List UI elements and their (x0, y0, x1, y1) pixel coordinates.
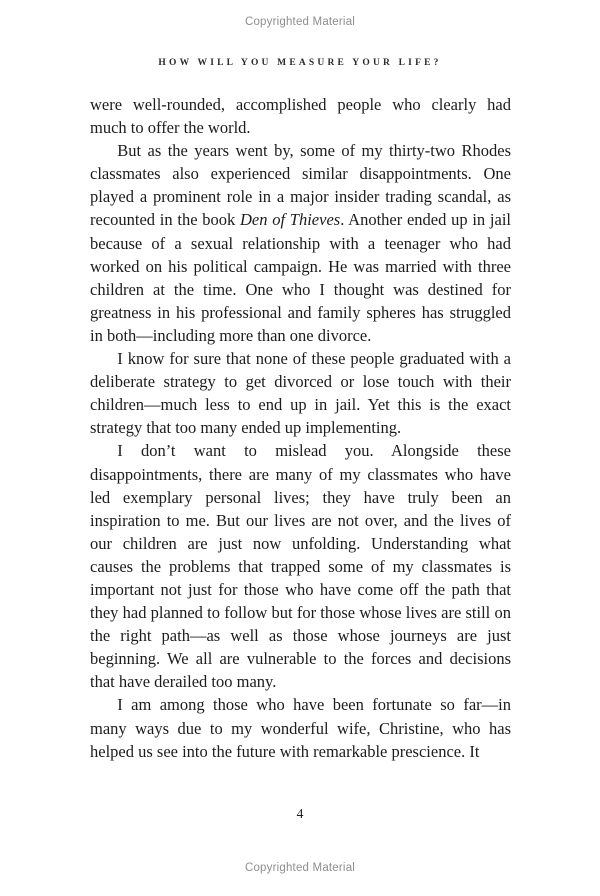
paragraph-text: But as the years went by, some of my thirty-two Rhodes classmates also experienced similar disappointments. One played a prominent role in a major insider trading scandal, as recounted in the book (90, 141, 511, 230)
paragraph-text: . Another ended up in jail because of a sexual relationship with a teenager who had worked on his political campaign. He was married with three children at the time. One who I thought was destined for greatness in his professional and family spheres has struggled in both—including more than one divorce. (90, 210, 511, 345)
paragraph (90, 439, 511, 693)
paragraph (90, 347, 511, 439)
paragraph-text: were well-rounded, accomplished people who clearly had much to offer the world. (90, 95, 511, 138)
paragraph (90, 93, 511, 139)
page-body (90, 93, 511, 763)
paragraph (90, 139, 511, 347)
paragraph-text: I don’t want to mislead you. Alongside these disappointments, there are many of my classmates who have led exemplary personal lives; they have truly been an inspiration to me. But our lives are not over, and the lives of our children are just now unfolding. Understanding what causes the problems that trapped some of my classmates is important not just for those who have come off the path that they had planned to follow but for those whose lives are still on the right path—as well as those whose journeys are just beginning. We all are vulnerable to the forces and decisions that have derailed too many. (90, 441, 511, 692)
book-title-italic: Den of Thieves (240, 210, 341, 230)
copyright-notice-bottom: Copyrighted Material (244, 862, 356, 874)
paragraph (90, 693, 511, 762)
paragraph-text: I am among those who have been fortunate so far—in many ways due to my wonderful wife, Christine, who has helped us see into the future with remarkable prescience. It (90, 695, 511, 761)
page-number: 4 (296, 806, 304, 821)
running-header: HOW WILL YOU MEASURE YOUR LIFE? (158, 58, 442, 68)
paragraph-text: I know for sure that none of these people graduated with a deliberate strategy to get divorced or lose touch with their children—much less to end up in jail. Yet this is the exact strategy that too many ended up implementing. (90, 349, 511, 438)
copyright-notice-top: Copyrighted Material (244, 16, 356, 28)
